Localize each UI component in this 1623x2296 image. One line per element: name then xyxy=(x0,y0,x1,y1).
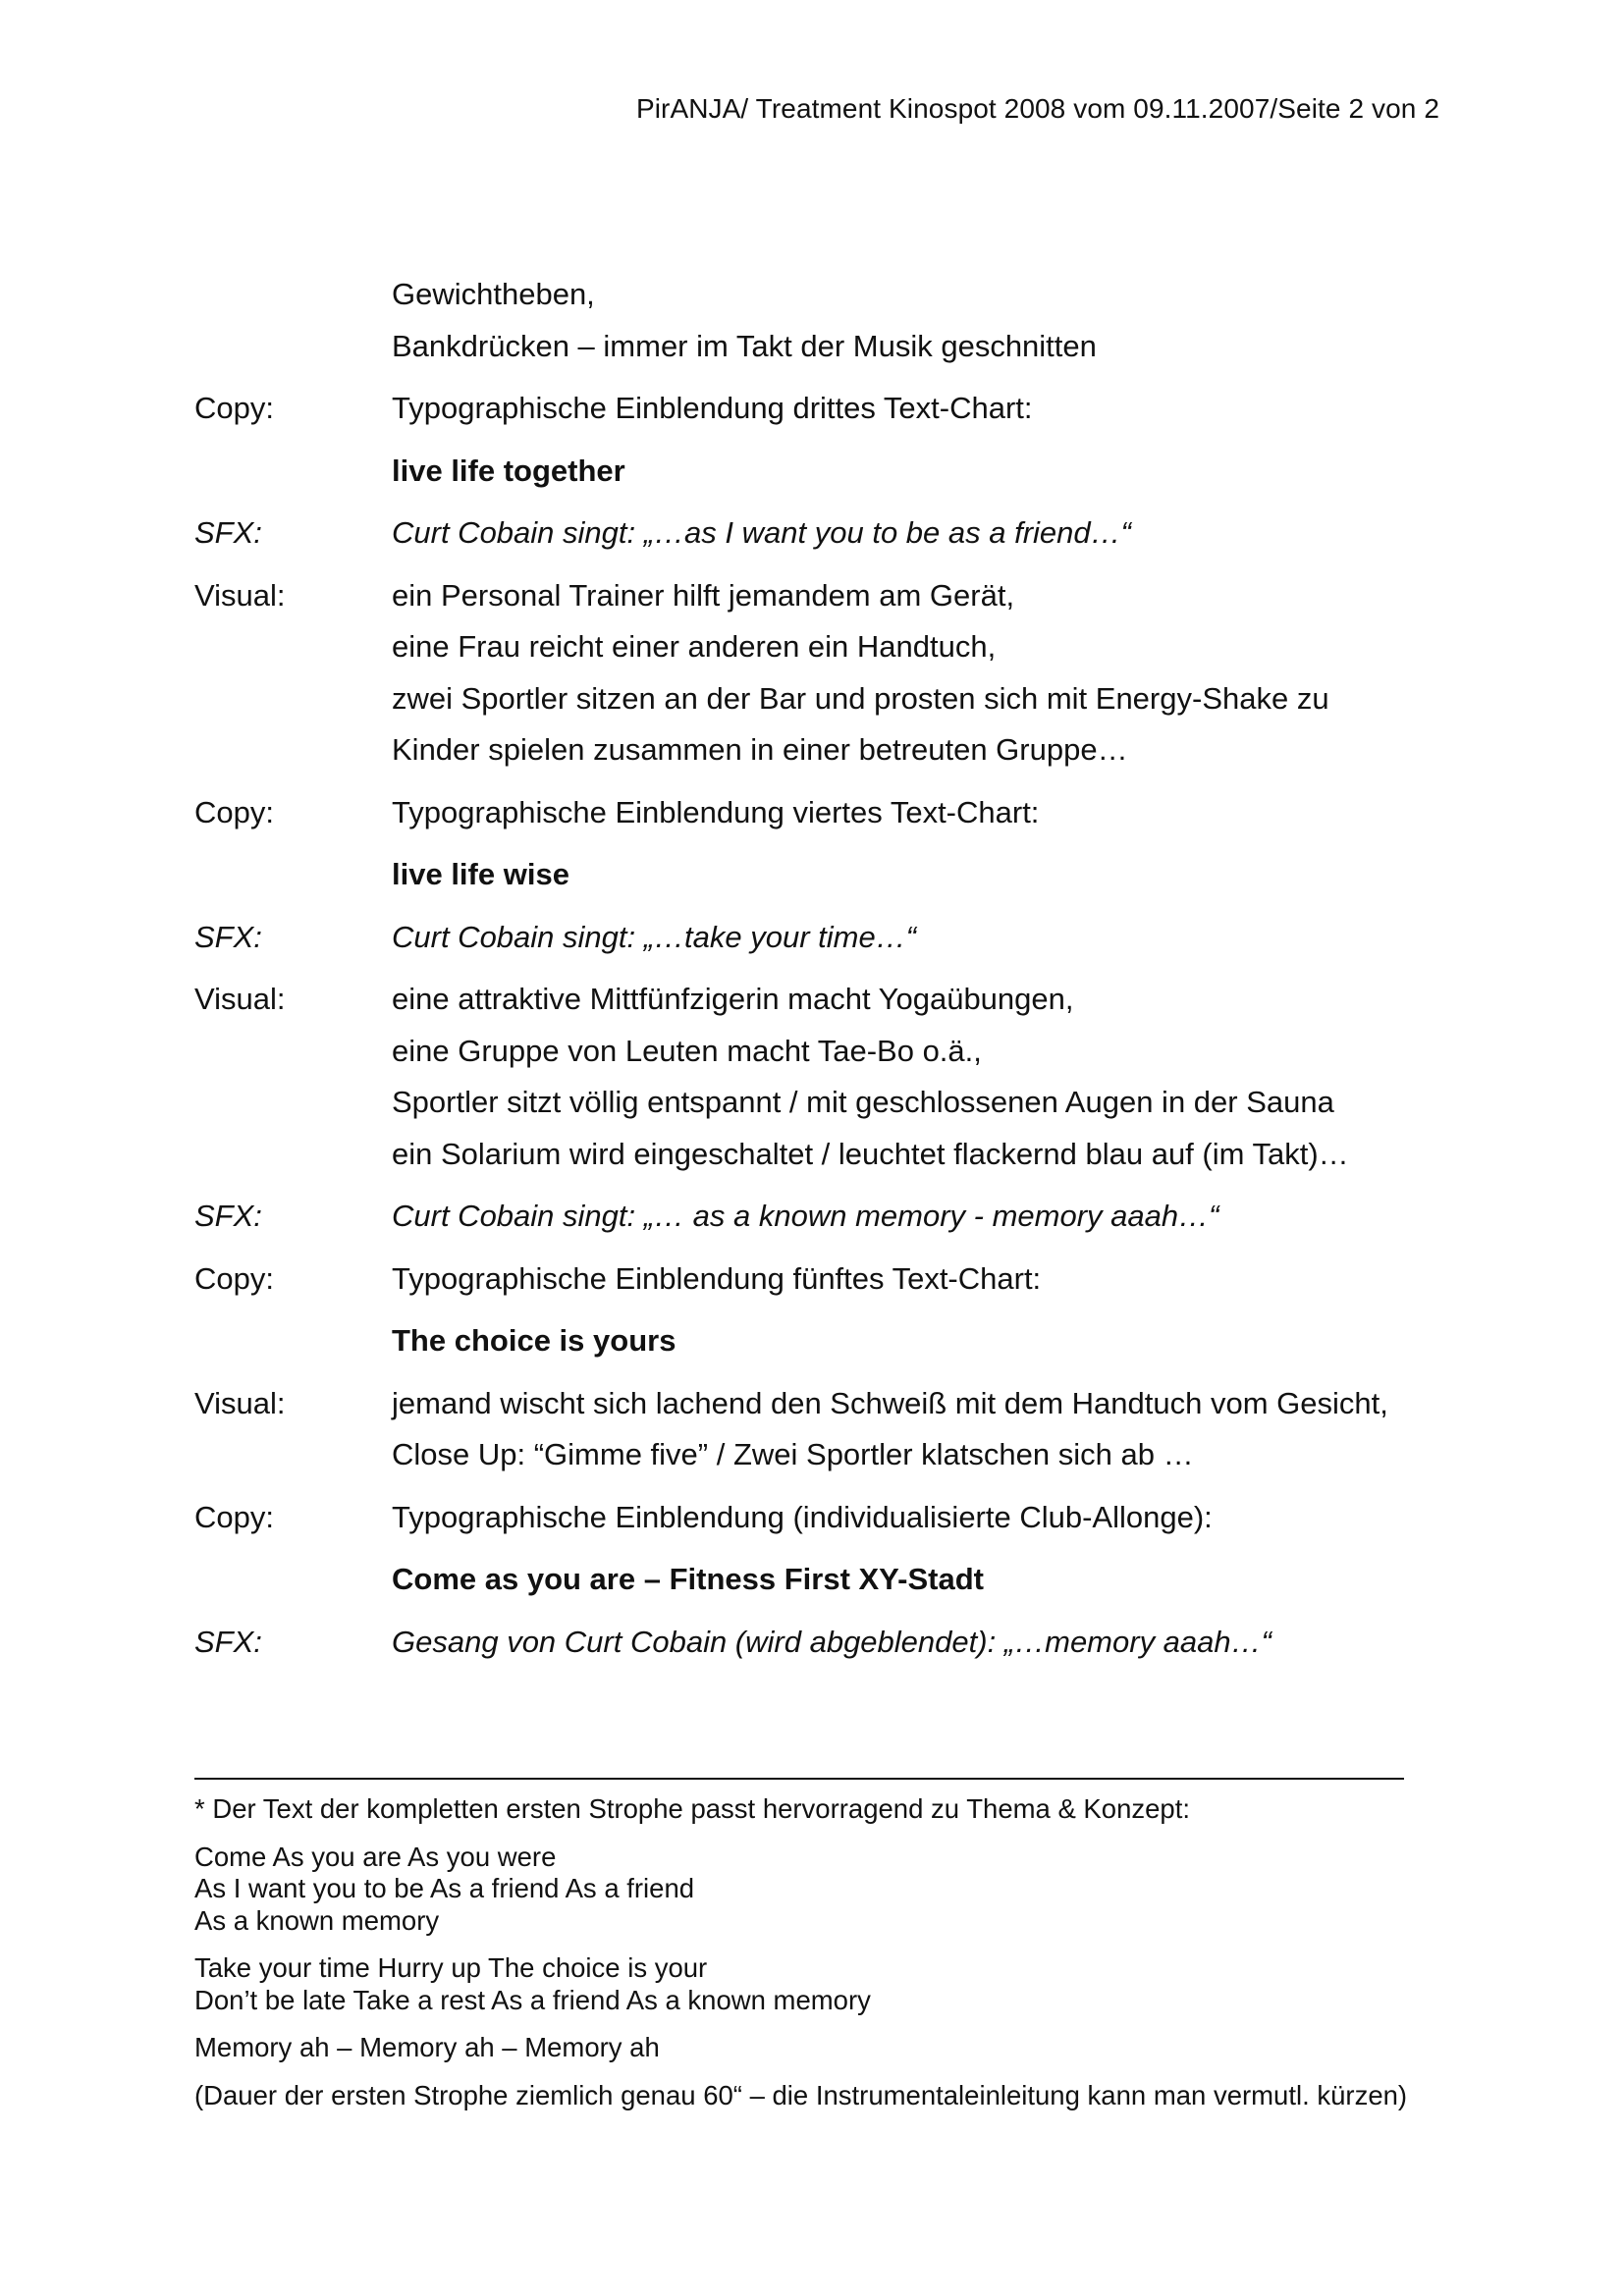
script-row xyxy=(194,446,1432,498)
content-line: Typographische Einblendung viertes Text-Chart: xyxy=(392,794,1040,829)
content-line: zwei Sportler sitzen an der Bar und prosten sich mit Energy-Shake zu xyxy=(392,680,1329,716)
footnote-line: Come As you are As you were xyxy=(194,1841,557,1872)
content-line: Kinder spielen zusammen in einer betreuten Gruppe… xyxy=(392,732,1128,767)
footnote-line: Don’t be late Take a rest As a friend As a known memory xyxy=(194,1984,871,2015)
row-content xyxy=(392,974,1432,1180)
row-label: Copy: xyxy=(194,1260,274,1296)
row-content xyxy=(392,1617,1432,1669)
row-label: Visual: xyxy=(194,1385,286,1420)
row-content xyxy=(392,1554,1432,1606)
row-content xyxy=(392,1254,1432,1306)
row-label: SFX: xyxy=(194,1624,262,1659)
row-label: Copy: xyxy=(194,391,274,425)
row-content xyxy=(392,787,1432,839)
footnote-block xyxy=(194,1952,1471,2016)
script-row xyxy=(194,507,1432,560)
content-line: Gewichtheben, xyxy=(392,277,595,311)
text-chart-title: live life together xyxy=(392,453,625,488)
row-content xyxy=(392,1315,1432,1367)
script-row xyxy=(194,1617,1432,1669)
script-row xyxy=(194,570,1432,776)
text-chart-title: Come as you are – Fitness First XY-Stadt xyxy=(392,1562,984,1596)
row-content xyxy=(392,1492,1432,1544)
page-header: PirANJA/ Treatment Kinospot 2008 vom 09.11.2007/Seite 2 von 2 xyxy=(635,93,1439,124)
content-line: Curt Cobain singt: „…as I want you to be as a friend…“ xyxy=(392,515,1131,550)
footnote-block xyxy=(194,2080,1471,2112)
row-label: Copy: xyxy=(194,794,274,829)
row-label: SFX: xyxy=(194,1199,262,1233)
row-content xyxy=(392,269,1432,372)
script-row xyxy=(194,849,1432,901)
script-row xyxy=(194,1191,1432,1243)
content-line: eine attraktive Mittfünfzigerin macht Yogaübungen, xyxy=(392,982,1074,1016)
script-row xyxy=(194,1492,1432,1544)
footnote-block xyxy=(194,1793,1471,1826)
script-row xyxy=(194,269,1432,372)
script-row xyxy=(194,912,1432,964)
content-line: Bankdrücken – immer im Takt der Musik geschnitten xyxy=(392,328,1097,363)
footnote-line: (Dauer der ersten Strophe ziemlich genau 60“ – die Instrumentaleinleitung kann man vermutl. kürzen) xyxy=(194,2079,1408,2110)
script-row xyxy=(194,1315,1432,1367)
script-body xyxy=(194,269,1432,1668)
footnote-divider xyxy=(194,1778,1404,1780)
content-line: Curt Cobain singt: „… as a known memory - memory aaah…“ xyxy=(392,1199,1219,1233)
content-line: jemand wischt sich lachend den Schweiß mit dem Handtuch vom Gesicht, xyxy=(392,1385,1388,1420)
row-content xyxy=(392,912,1432,964)
row-content xyxy=(392,570,1432,776)
footnote-line: As a known memory xyxy=(194,1904,440,1936)
text-chart-title: The choice is yours xyxy=(392,1323,676,1358)
footnote-line: As I want you to be As a friend As a friend xyxy=(194,1873,695,1903)
row-label: Visual: xyxy=(194,577,286,613)
script-row xyxy=(194,1254,1432,1306)
row-label: SFX: xyxy=(194,919,262,954)
row-content xyxy=(392,1191,1432,1243)
script-row xyxy=(194,1554,1432,1606)
script-row xyxy=(194,974,1432,1180)
row-label: Copy: xyxy=(194,1499,274,1534)
content-line: Sportler sitzt völlig entspannt / mit geschlossenen Augen in der Sauna xyxy=(392,1085,1334,1119)
content-line: Typographische Einblendung drittes Text-Chart: xyxy=(392,391,1033,425)
text-chart-title: live life wise xyxy=(392,857,569,891)
content-line: Close Up: “Gimme five” / Zwei Sportler klatschen sich ab … xyxy=(392,1437,1194,1471)
footnote-block xyxy=(194,2032,1471,2064)
content-line: Typographische Einblendung (individualisierte Club-Allonge): xyxy=(392,1499,1213,1534)
footnote-line: Memory ah – Memory ah – Memory ah xyxy=(194,2032,660,2062)
content-line: Gesang von Curt Cobain (wird abgeblendet): „…memory aaah…“ xyxy=(392,1624,1271,1659)
footnote-block xyxy=(194,1842,1471,1938)
content-line: Curt Cobain singt: „…take your time…“ xyxy=(392,919,917,954)
row-content xyxy=(392,507,1432,560)
content-line: ein Solarium wird eingeschaltet / leuchtet flackernd blau auf (im Takt)… xyxy=(392,1136,1349,1171)
script-row xyxy=(194,787,1432,839)
footnote-line: Take your time Hurry up The choice is your xyxy=(194,1952,708,1983)
row-content xyxy=(392,849,1432,901)
footnote-line: * Der Text der kompletten ersten Strophe passt hervorragend zu Thema & Konzept: xyxy=(194,1793,1190,1824)
row-content xyxy=(392,446,1432,498)
row-label: Visual: xyxy=(194,982,286,1016)
footnote xyxy=(194,1793,1471,2111)
content-line: eine Gruppe von Leuten macht Tae-Bo o.ä., xyxy=(392,1033,982,1068)
row-content xyxy=(392,383,1432,435)
content-line: ein Personal Trainer hilft jemandem am Gerät, xyxy=(392,577,1015,613)
row-content xyxy=(392,1378,1432,1481)
row-label: SFX: xyxy=(194,515,262,550)
content-line: Typographische Einblendung fünftes Text-Chart: xyxy=(392,1260,1042,1296)
script-row xyxy=(194,383,1432,435)
script-row xyxy=(194,1378,1432,1481)
content-line: eine Frau reicht einer anderen ein Handtuch, xyxy=(392,629,997,664)
